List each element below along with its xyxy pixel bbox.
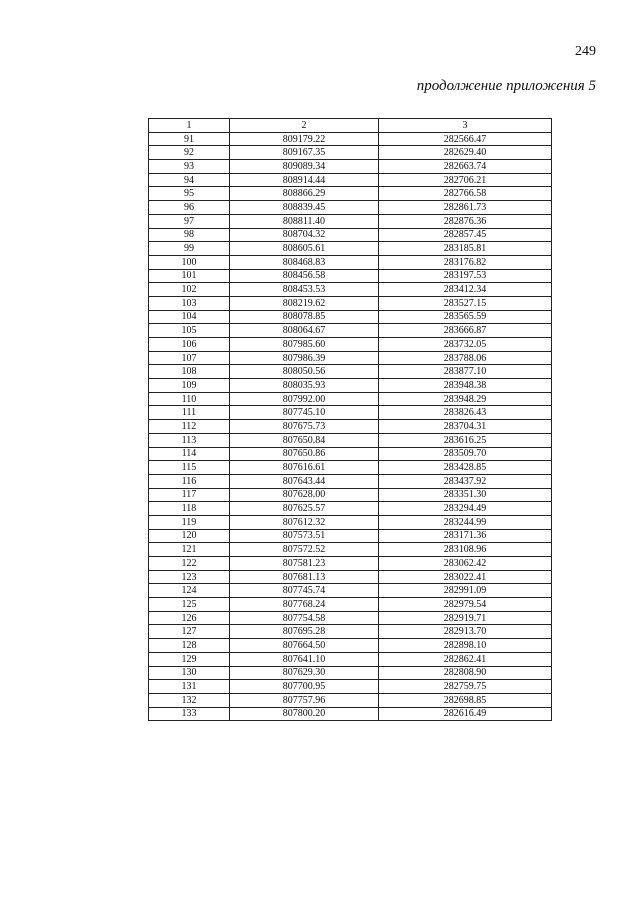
y-coordinate-cell: 282898.10 [379,639,552,653]
y-coordinate-cell: 282706.21 [379,173,552,187]
y-coordinate-cell: 283412.34 [379,283,552,297]
y-coordinate-cell: 282766.58 [379,187,552,201]
y-coordinate-cell: 283244.99 [379,515,552,529]
point-number-cell: 129 [149,652,230,666]
point-number-cell: 117 [149,488,230,502]
y-coordinate-cell: 283197.53 [379,269,552,283]
y-coordinate-cell: 283108.96 [379,543,552,557]
table-row [149,173,552,187]
x-coordinate-cell: 807573.51 [230,529,379,543]
column-header-number: 1 [149,119,230,133]
x-coordinate-cell: 807986.39 [230,351,379,365]
point-number-cell: 96 [149,201,230,215]
point-number-cell: 124 [149,584,230,598]
y-coordinate-cell: 282616.49 [379,707,552,721]
point-number-cell: 125 [149,598,230,612]
x-coordinate-cell: 808704.32 [230,228,379,242]
table-row [149,310,552,324]
x-coordinate-cell: 807628.00 [230,488,379,502]
point-number-cell: 107 [149,351,230,365]
x-coordinate-cell: 807625.57 [230,502,379,516]
point-number-cell: 97 [149,214,230,228]
x-coordinate-cell: 807643.44 [230,474,379,488]
table-row [149,666,552,680]
y-coordinate-cell: 282913.70 [379,625,552,639]
table-row [149,351,552,365]
x-coordinate-cell: 808078.85 [230,310,379,324]
table-row [149,625,552,639]
y-coordinate-cell: 283022.41 [379,570,552,584]
table-row [149,406,552,420]
table-row [149,707,552,721]
y-coordinate-cell: 282862.41 [379,652,552,666]
x-coordinate-cell: 808453.53 [230,283,379,297]
point-number-cell: 103 [149,296,230,310]
table-row [149,296,552,310]
point-number-cell: 98 [149,228,230,242]
point-number-cell: 122 [149,557,230,571]
point-number-cell: 130 [149,666,230,680]
point-number-cell: 118 [149,502,230,516]
point-number-cell: 95 [149,187,230,201]
point-number-cell: 111 [149,406,230,420]
table-row [149,255,552,269]
x-coordinate-cell: 807695.28 [230,625,379,639]
point-number-cell: 100 [149,255,230,269]
point-number-cell: 113 [149,433,230,447]
table-header-row [149,119,552,133]
x-coordinate-cell: 807745.10 [230,406,379,420]
table-row [149,146,552,160]
table-row [149,598,552,612]
y-coordinate-cell: 282857.45 [379,228,552,242]
point-number-cell: 120 [149,529,230,543]
x-coordinate-cell: 807757.96 [230,693,379,707]
y-coordinate-cell: 283527.15 [379,296,552,310]
y-coordinate-cell: 283666.87 [379,324,552,338]
point-number-cell: 123 [149,570,230,584]
column-header-y: 3 [379,119,552,133]
y-coordinate-cell: 283062.42 [379,557,552,571]
x-coordinate-cell: 807768.24 [230,598,379,612]
y-coordinate-cell: 283826.43 [379,406,552,420]
column-header-x: 2 [230,119,379,133]
x-coordinate-cell: 809167.35 [230,146,379,160]
x-coordinate-cell: 808468.83 [230,255,379,269]
table-row [149,392,552,406]
x-coordinate-cell: 809179.22 [230,132,379,146]
y-coordinate-cell: 282629.40 [379,146,552,160]
y-coordinate-cell: 283171.36 [379,529,552,543]
y-coordinate-cell: 282861.73 [379,201,552,215]
point-number-cell: 112 [149,420,230,434]
point-number-cell: 131 [149,680,230,694]
table-row [149,447,552,461]
table-row [149,488,552,502]
point-number-cell: 102 [149,283,230,297]
x-coordinate-cell: 807664.50 [230,639,379,653]
table-row [149,420,552,434]
x-coordinate-cell: 807629.30 [230,666,379,680]
table-row [149,639,552,653]
table-row [149,433,552,447]
y-coordinate-cell: 283948.29 [379,392,552,406]
point-number-cell: 106 [149,338,230,352]
y-coordinate-cell: 282876.36 [379,214,552,228]
point-number-cell: 128 [149,639,230,653]
point-number-cell: 126 [149,611,230,625]
x-coordinate-cell: 807641.10 [230,652,379,666]
y-coordinate-cell: 282698.85 [379,693,552,707]
y-coordinate-cell: 283437.92 [379,474,552,488]
page-number: 249 [575,44,596,59]
table-row [149,269,552,283]
table-row [149,680,552,694]
x-coordinate-cell: 808605.61 [230,242,379,256]
point-number-cell: 127 [149,625,230,639]
point-number-cell: 93 [149,160,230,174]
x-coordinate-cell: 807650.84 [230,433,379,447]
x-coordinate-cell: 807572.52 [230,543,379,557]
table-row [149,502,552,516]
x-coordinate-cell: 807985.60 [230,338,379,352]
table-row [149,324,552,338]
table-row [149,132,552,146]
y-coordinate-cell: 283565.59 [379,310,552,324]
point-number-cell: 116 [149,474,230,488]
x-coordinate-cell: 807581.23 [230,557,379,571]
table-row [149,557,552,571]
y-coordinate-cell: 282919.71 [379,611,552,625]
table-row [149,693,552,707]
point-number-cell: 92 [149,146,230,160]
point-number-cell: 105 [149,324,230,338]
x-coordinate-cell: 807650.86 [230,447,379,461]
x-coordinate-cell: 808456.58 [230,269,379,283]
page-heading: продолжение приложения 5 [416,78,596,94]
point-number-cell: 109 [149,379,230,393]
x-coordinate-cell: 809089.34 [230,160,379,174]
x-coordinate-cell: 808219.62 [230,296,379,310]
y-coordinate-cell: 283509.70 [379,447,552,461]
y-coordinate-cell: 283351.30 [379,488,552,502]
x-coordinate-cell: 808064.67 [230,324,379,338]
point-number-cell: 121 [149,543,230,557]
x-coordinate-cell: 807616.61 [230,461,379,475]
table-row [149,242,552,256]
table-row [149,461,552,475]
table-body [149,132,552,721]
point-number-cell: 115 [149,461,230,475]
x-coordinate-cell: 808839.45 [230,201,379,215]
x-coordinate-cell: 807700.95 [230,680,379,694]
x-coordinate-cell: 808866.29 [230,187,379,201]
table-row [149,652,552,666]
table-row [149,515,552,529]
table-row [149,365,552,379]
y-coordinate-cell: 283948.38 [379,379,552,393]
table-row [149,214,552,228]
x-coordinate-cell: 807992.00 [230,392,379,406]
table-row [149,228,552,242]
point-number-cell: 101 [149,269,230,283]
x-coordinate-cell: 808914.44 [230,173,379,187]
table-row [149,379,552,393]
y-coordinate-cell: 282991.09 [379,584,552,598]
point-number-cell: 110 [149,392,230,406]
table-row [149,570,552,584]
x-coordinate-cell: 808811.40 [230,214,379,228]
x-coordinate-cell: 808050.56 [230,365,379,379]
y-coordinate-cell: 283185.81 [379,242,552,256]
x-coordinate-cell: 807612.32 [230,515,379,529]
table-row [149,338,552,352]
point-number-cell: 94 [149,173,230,187]
table-row [149,160,552,174]
y-coordinate-cell: 283616.25 [379,433,552,447]
point-number-cell: 99 [149,242,230,256]
table-row [149,543,552,557]
y-coordinate-cell: 283788.06 [379,351,552,365]
y-coordinate-cell: 282979.54 [379,598,552,612]
y-coordinate-cell: 282808.90 [379,666,552,680]
coordinates-table [148,118,552,721]
y-coordinate-cell: 283877.10 [379,365,552,379]
table-row [149,201,552,215]
y-coordinate-cell: 282566.47 [379,132,552,146]
x-coordinate-cell: 807675.73 [230,420,379,434]
point-number-cell: 104 [149,310,230,324]
y-coordinate-cell: 283294.49 [379,502,552,516]
table-row [149,611,552,625]
x-coordinate-cell: 807681.13 [230,570,379,584]
point-number-cell: 133 [149,707,230,721]
point-number-cell: 91 [149,132,230,146]
y-coordinate-cell: 283176.82 [379,255,552,269]
y-coordinate-cell: 283428.85 [379,461,552,475]
y-coordinate-cell: 282663.74 [379,160,552,174]
y-coordinate-cell: 282759.75 [379,680,552,694]
point-number-cell: 119 [149,515,230,529]
table-row [149,474,552,488]
point-number-cell: 114 [149,447,230,461]
y-coordinate-cell: 283704.31 [379,420,552,434]
table-row [149,529,552,543]
point-number-cell: 132 [149,693,230,707]
table-row [149,187,552,201]
y-coordinate-cell: 283732.05 [379,338,552,352]
x-coordinate-cell: 807754.58 [230,611,379,625]
table-row [149,584,552,598]
x-coordinate-cell: 808035.93 [230,379,379,393]
point-number-cell: 108 [149,365,230,379]
x-coordinate-cell: 807745.74 [230,584,379,598]
x-coordinate-cell: 807800.20 [230,707,379,721]
table-row [149,283,552,297]
